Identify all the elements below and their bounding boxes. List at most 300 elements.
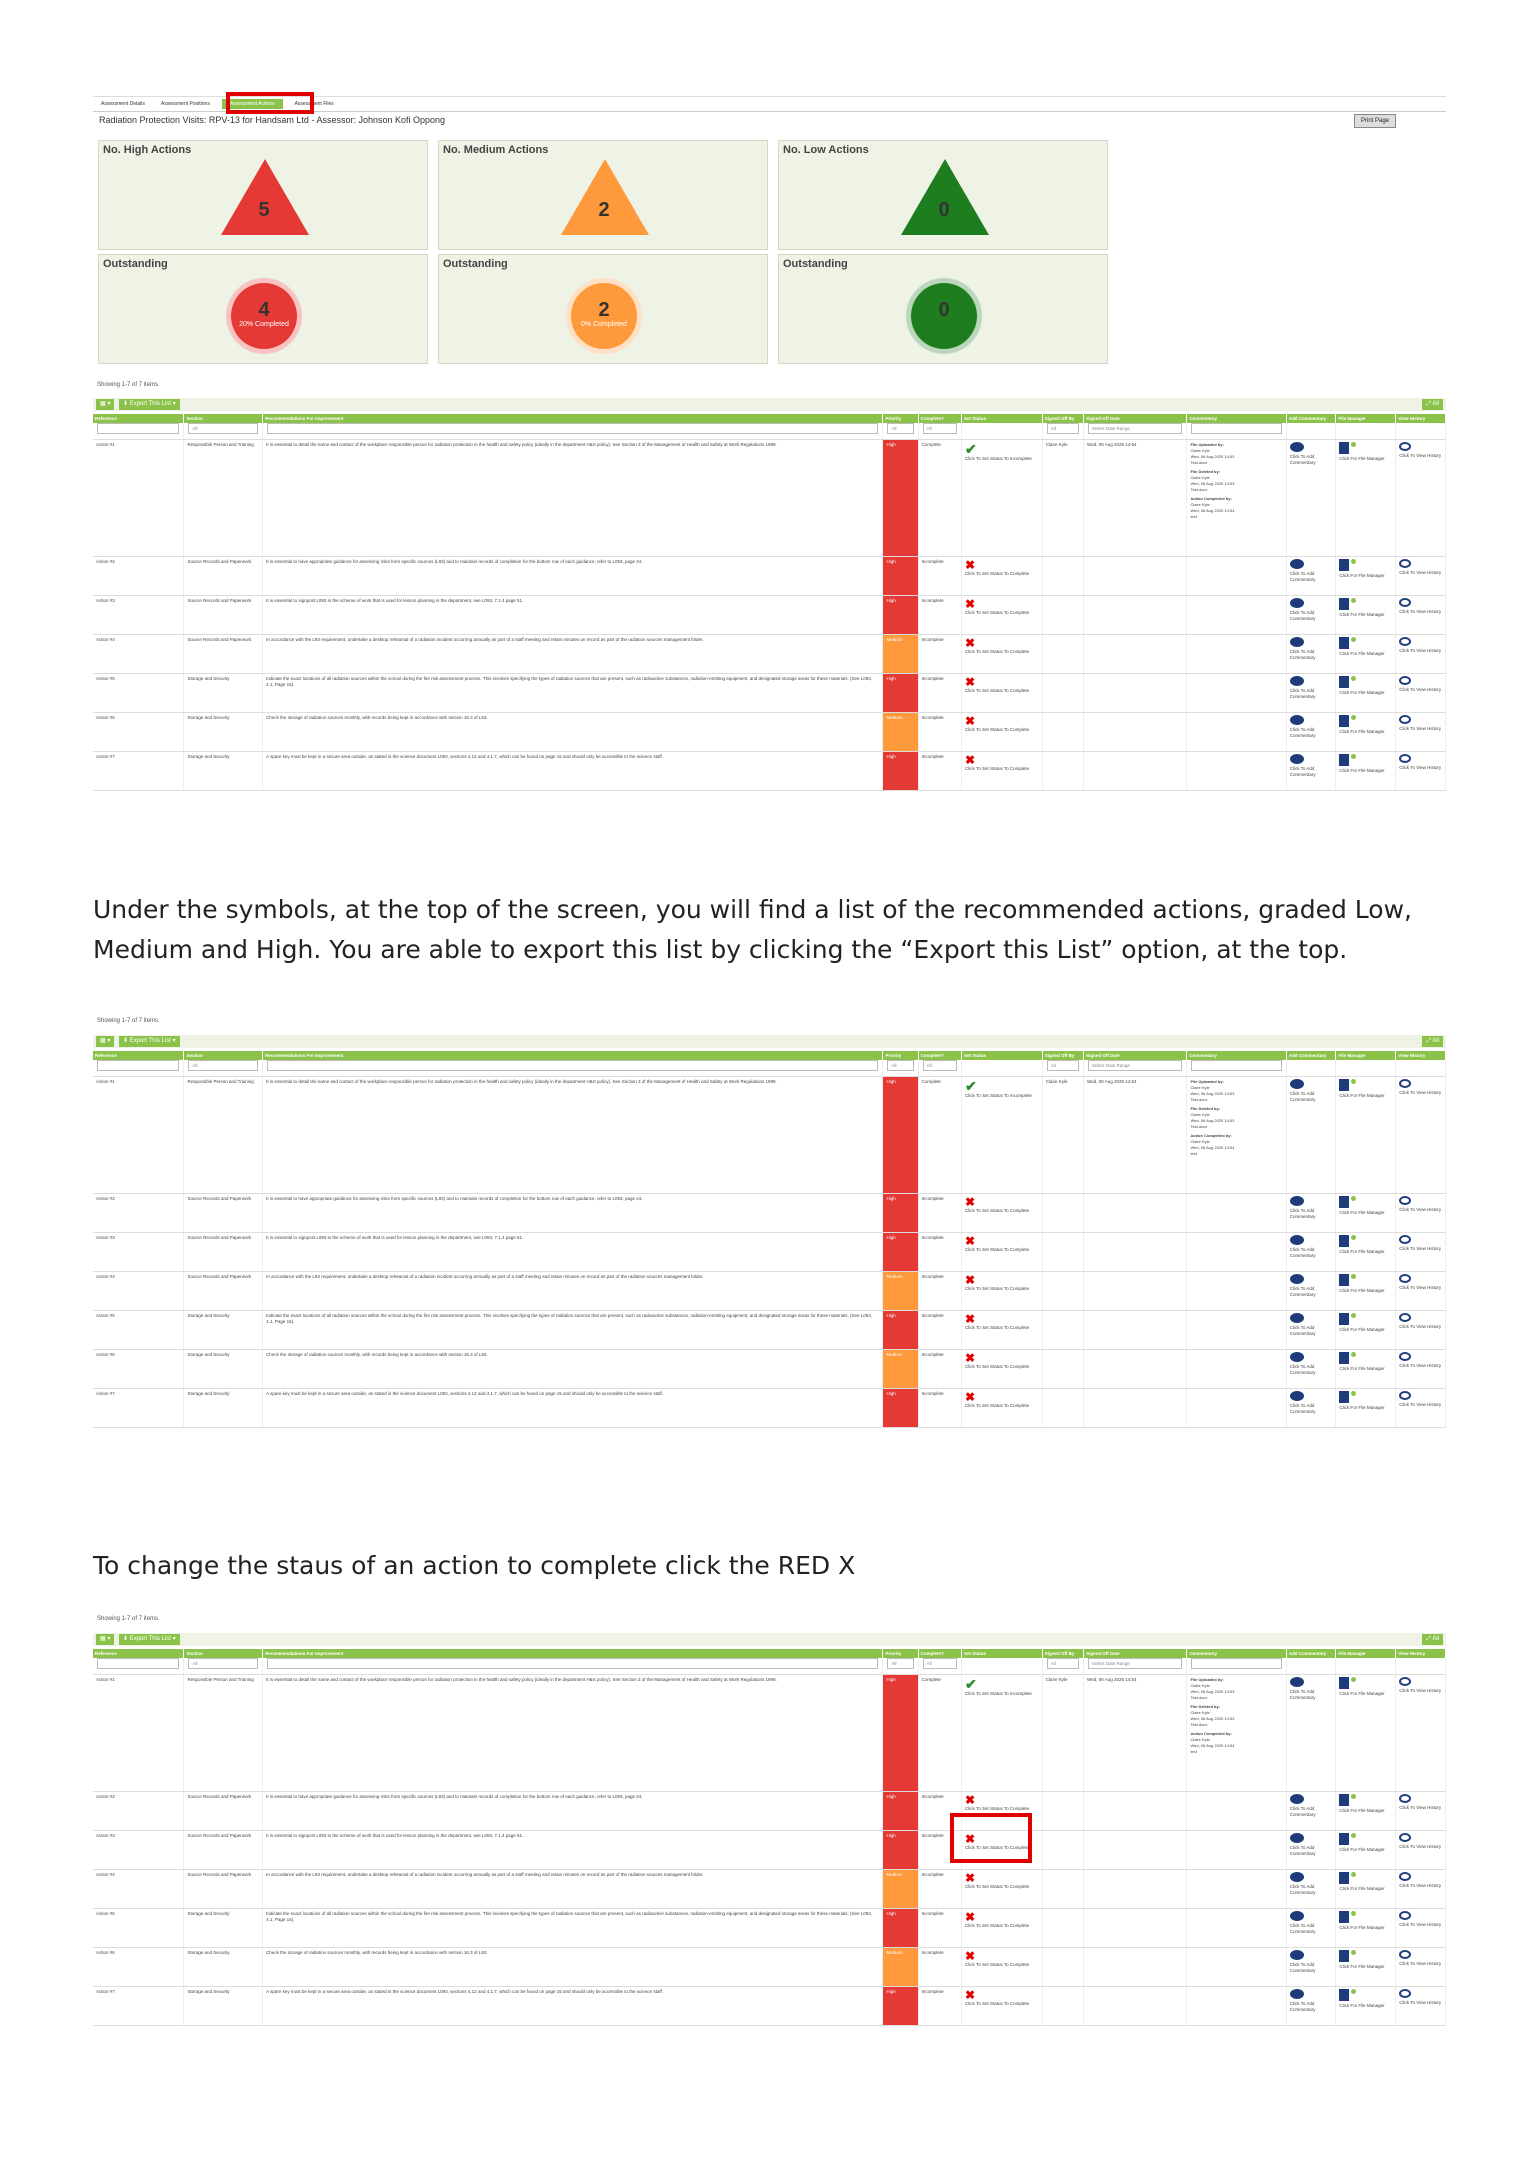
view-history-label[interactable]: Click To View History — [1399, 2000, 1442, 2005]
view-history-cell[interactable] — [1396, 1948, 1446, 1987]
file-manager-cell[interactable] — [1336, 1792, 1396, 1831]
add-commentary-label[interactable]: Click To Add Commentary — [1289, 1962, 1316, 1973]
set-status-label[interactable]: Click To Set Status To Complete — [965, 1962, 1030, 1967]
column-header[interactable]: Commentary — [1187, 1051, 1286, 1060]
view-history-cell[interactable] — [1396, 1831, 1446, 1870]
eye-icon[interactable] — [1399, 715, 1411, 724]
red-x-icon[interactable]: ✖ — [965, 1871, 976, 1885]
tab-assessment-files[interactable]: Assessment Files — [294, 101, 334, 107]
add-commentary-cell[interactable] — [1286, 1077, 1336, 1194]
add-commentary-cell[interactable] — [1286, 674, 1336, 713]
view-history-cell[interactable] — [1396, 1909, 1446, 1948]
commentary-filter[interactable] — [1191, 1658, 1281, 1669]
set-status-label[interactable]: Click To Set Status To Complete — [965, 1403, 1030, 1408]
set-status-label[interactable]: Click To Set Status To Complete — [965, 1845, 1030, 1850]
set-status-cell[interactable] — [962, 557, 1043, 596]
file-icon[interactable] — [1339, 754, 1349, 766]
complete-filter[interactable] — [923, 1060, 957, 1071]
column-header[interactable]: Reference — [93, 414, 184, 423]
view-history-cell[interactable] — [1396, 1272, 1446, 1311]
column-header[interactable]: File Manager — [1336, 1051, 1396, 1060]
view-history-label[interactable]: Click To View History — [1399, 1285, 1442, 1290]
view-history-cell[interactable] — [1396, 1675, 1446, 1792]
speech-bubble-icon[interactable] — [1290, 1391, 1304, 1401]
set-status-cell[interactable] — [962, 1077, 1043, 1194]
grid-menu-button[interactable]: ▦ ▾ — [96, 399, 114, 410]
eye-icon[interactable] — [1399, 1079, 1411, 1088]
speech-bubble-icon[interactable] — [1290, 1989, 1304, 1999]
column-header[interactable]: Set Status — [962, 1649, 1043, 1658]
file-manager-cell[interactable] — [1336, 1870, 1396, 1909]
view-history-cell[interactable] — [1396, 635, 1446, 674]
show-all-button[interactable]: ⤢ All — [1422, 1036, 1443, 1047]
column-header[interactable]: Section — [184, 414, 263, 423]
set-status-cell[interactable] — [962, 674, 1043, 713]
view-history-cell[interactable] — [1396, 1077, 1446, 1194]
commentary-filter[interactable] — [1191, 1060, 1281, 1071]
view-history-cell[interactable] — [1396, 1350, 1446, 1389]
add-commentary-label[interactable]: Click To Add Commentary — [1289, 1325, 1316, 1336]
view-history-cell[interactable] — [1396, 674, 1446, 713]
file-manager-label[interactable]: Click For File Manager — [1339, 1964, 1385, 1969]
speech-bubble-icon[interactable] — [1290, 559, 1304, 569]
column-header[interactable]: Reference — [93, 1051, 184, 1060]
recommendation-filter[interactable] — [267, 1060, 878, 1071]
file-icon[interactable] — [1339, 1352, 1349, 1364]
column-header[interactable]: Priority — [883, 414, 918, 423]
column-header[interactable]: Priority — [883, 1649, 918, 1658]
file-manager-label[interactable]: Click For File Manager — [1339, 612, 1385, 617]
complete-filter[interactable] — [923, 1658, 957, 1669]
set-status-cell[interactable] — [962, 1389, 1043, 1428]
column-header[interactable]: Signed Off By — [1042, 1649, 1083, 1658]
speech-bubble-icon[interactable] — [1290, 637, 1304, 647]
view-history-label[interactable]: Click To View History — [1399, 1922, 1442, 1927]
red-x-icon[interactable]: ✖ — [965, 1390, 976, 1404]
add-commentary-cell[interactable] — [1286, 440, 1336, 557]
section-filter[interactable] — [188, 1658, 258, 1669]
file-manager-cell[interactable] — [1336, 1311, 1396, 1350]
file-icon[interactable] — [1339, 598, 1349, 610]
file-manager-label[interactable]: Click For File Manager — [1339, 1405, 1385, 1410]
set-status-label[interactable]: Click To Set Status To Incomplete — [965, 1691, 1032, 1696]
column-header[interactable]: Complete? — [918, 414, 961, 423]
view-history-label[interactable]: Click To View History — [1399, 765, 1442, 770]
add-commentary-label[interactable]: Click To Add Commentary — [1289, 1364, 1316, 1375]
add-commentary-label[interactable]: Click To Add Commentary — [1289, 454, 1316, 465]
column-header[interactable]: File Manager — [1336, 1649, 1396, 1658]
add-commentary-label[interactable]: Click To Add Commentary — [1289, 1689, 1316, 1700]
add-commentary-cell[interactable] — [1286, 1194, 1336, 1233]
view-history-label[interactable]: Click To View History — [1399, 1961, 1442, 1966]
file-icon[interactable] — [1339, 1989, 1349, 2001]
set-status-label[interactable]: Click To Set Status To Complete — [965, 1806, 1030, 1811]
file-manager-label[interactable]: Click For File Manager — [1339, 1847, 1385, 1852]
speech-bubble-icon[interactable] — [1290, 442, 1304, 452]
set-status-label[interactable]: Click To Set Status To Complete — [965, 649, 1030, 654]
file-manager-label[interactable]: Click For File Manager — [1339, 729, 1385, 734]
file-icon[interactable] — [1339, 1833, 1349, 1845]
column-header[interactable]: File Manager — [1336, 414, 1396, 423]
add-commentary-label[interactable]: Click To Add Commentary — [1289, 1403, 1316, 1414]
set-status-label[interactable]: Click To Set Status To Complete — [965, 1923, 1030, 1928]
speech-bubble-icon[interactable] — [1290, 1196, 1304, 1206]
view-history-label[interactable]: Click To View History — [1399, 1402, 1442, 1407]
add-commentary-label[interactable]: Click To Add Commentary — [1289, 1806, 1316, 1817]
file-manager-label[interactable]: Click For File Manager — [1339, 651, 1385, 656]
file-icon[interactable] — [1339, 442, 1349, 454]
export-list-button[interactable]: ⬇ Export This List ▾ — [119, 1036, 180, 1047]
add-commentary-cell[interactable] — [1286, 1792, 1336, 1831]
file-manager-cell[interactable] — [1336, 713, 1396, 752]
set-status-cell[interactable] — [962, 752, 1043, 791]
eye-icon[interactable] — [1399, 1274, 1411, 1283]
file-manager-cell[interactable] — [1336, 1233, 1396, 1272]
date-range-filter[interactable] — [1088, 1658, 1182, 1669]
add-commentary-cell[interactable] — [1286, 1909, 1336, 1948]
eye-icon[interactable] — [1399, 754, 1411, 763]
add-commentary-cell[interactable] — [1286, 1831, 1336, 1870]
file-manager-cell[interactable] — [1336, 1350, 1396, 1389]
file-manager-label[interactable]: Click For File Manager — [1339, 768, 1385, 773]
grid-menu-button[interactable]: ▦ ▾ — [96, 1634, 114, 1645]
set-status-cell[interactable] — [962, 713, 1043, 752]
file-manager-label[interactable]: Click For File Manager — [1339, 1249, 1385, 1254]
speech-bubble-icon[interactable] — [1290, 598, 1304, 608]
speech-bubble-icon[interactable] — [1290, 715, 1304, 725]
file-manager-cell[interactable] — [1336, 635, 1396, 674]
view-history-label[interactable]: Click To View History — [1399, 1363, 1442, 1368]
eye-icon[interactable] — [1399, 1313, 1411, 1322]
section-filter[interactable] — [188, 1060, 258, 1071]
view-history-cell[interactable] — [1396, 713, 1446, 752]
file-manager-cell[interactable] — [1336, 1272, 1396, 1311]
view-history-cell[interactable] — [1396, 1389, 1446, 1428]
column-header[interactable]: Set Status — [962, 414, 1043, 423]
set-status-cell[interactable] — [962, 1233, 1043, 1272]
eye-icon[interactable] — [1399, 1911, 1411, 1920]
add-commentary-cell[interactable] — [1286, 1987, 1336, 2026]
file-manager-cell[interactable] — [1336, 1077, 1396, 1194]
set-status-cell[interactable] — [962, 635, 1043, 674]
set-status-label[interactable]: Click To Set Status To Complete — [965, 610, 1030, 615]
file-manager-cell[interactable] — [1336, 1831, 1396, 1870]
set-status-cell[interactable] — [962, 1948, 1043, 1987]
add-commentary-label[interactable]: Click To Add Commentary — [1289, 649, 1316, 660]
print-page-button[interactable]: Print Page — [1354, 114, 1396, 128]
set-status-cell[interactable] — [962, 596, 1043, 635]
check-icon[interactable]: ✔ — [965, 441, 977, 457]
file-icon[interactable] — [1339, 1677, 1349, 1689]
view-history-label[interactable]: Click To View History — [1399, 726, 1442, 731]
file-icon[interactable] — [1339, 559, 1349, 571]
view-history-cell[interactable] — [1396, 1233, 1446, 1272]
column-header[interactable]: Signed Off Date — [1084, 1051, 1187, 1060]
add-commentary-label[interactable]: Click To Add Commentary — [1289, 1247, 1316, 1258]
priority-filter[interactable] — [887, 1658, 913, 1669]
add-commentary-label[interactable]: Click To Add Commentary — [1289, 1845, 1316, 1856]
set-status-label[interactable]: Click To Set Status To Complete — [965, 1884, 1030, 1889]
tab-assessment-details[interactable]: Assessment Details — [101, 101, 145, 107]
add-commentary-label[interactable]: Click To Add Commentary — [1289, 766, 1316, 777]
file-icon[interactable] — [1339, 1794, 1349, 1806]
add-commentary-label[interactable]: Click To Add Commentary — [1289, 1091, 1316, 1102]
recommendation-filter[interactable] — [267, 423, 878, 434]
file-manager-cell[interactable] — [1336, 440, 1396, 557]
add-commentary-cell[interactable] — [1286, 1948, 1336, 1987]
commentary-filter[interactable] — [1191, 423, 1281, 434]
file-icon[interactable] — [1339, 1313, 1349, 1325]
file-manager-cell[interactable] — [1336, 1987, 1396, 2026]
add-commentary-label[interactable]: Click To Add Commentary — [1289, 1208, 1316, 1219]
set-status-cell[interactable] — [962, 1350, 1043, 1389]
set-status-cell[interactable] — [962, 1909, 1043, 1948]
priority-filter[interactable] — [887, 1060, 913, 1071]
set-status-label[interactable]: Click To Set Status To Complete — [965, 1247, 1030, 1252]
red-x-icon[interactable]: ✖ — [965, 1832, 976, 1846]
add-commentary-cell[interactable] — [1286, 1870, 1336, 1909]
date-range-filter[interactable] — [1088, 423, 1182, 434]
add-commentary-label[interactable]: Click To Add Commentary — [1289, 688, 1316, 699]
view-history-cell[interactable] — [1396, 440, 1446, 557]
file-manager-cell[interactable] — [1336, 596, 1396, 635]
file-icon[interactable] — [1339, 1911, 1349, 1923]
speech-bubble-icon[interactable] — [1290, 1313, 1304, 1323]
file-icon[interactable] — [1339, 676, 1349, 688]
add-commentary-cell[interactable] — [1286, 596, 1336, 635]
add-commentary-cell[interactable] — [1286, 1350, 1336, 1389]
recommendation-filter[interactable] — [267, 1658, 878, 1669]
column-header[interactable]: Signed Off Date — [1084, 414, 1187, 423]
file-manager-label[interactable]: Click For File Manager — [1339, 573, 1385, 578]
file-icon[interactable] — [1339, 637, 1349, 649]
file-manager-label[interactable]: Click For File Manager — [1339, 690, 1385, 695]
speech-bubble-icon[interactable] — [1290, 1677, 1304, 1687]
set-status-label[interactable]: Click To Set Status To Complete — [965, 727, 1030, 732]
column-header[interactable]: Section — [184, 1051, 263, 1060]
priority-filter[interactable] — [887, 423, 913, 434]
red-x-icon[interactable]: ✖ — [965, 1988, 976, 2002]
export-list-button[interactable]: ⬇ Export This List ▾ — [119, 1634, 180, 1645]
file-icon[interactable] — [1339, 715, 1349, 727]
column-header[interactable]: Set Status — [962, 1051, 1043, 1060]
set-status-cell[interactable] — [962, 1194, 1043, 1233]
red-x-icon[interactable]: ✖ — [965, 1234, 976, 1248]
file-icon[interactable] — [1339, 1391, 1349, 1403]
check-icon[interactable]: ✔ — [965, 1676, 977, 1692]
column-header[interactable]: Add Commentary — [1286, 1649, 1336, 1658]
file-manager-cell[interactable] — [1336, 1909, 1396, 1948]
add-commentary-label[interactable]: Click To Add Commentary — [1289, 1923, 1316, 1934]
set-status-label[interactable]: Click To Set Status To Complete — [965, 688, 1030, 693]
file-manager-label[interactable]: Click For File Manager — [1339, 1093, 1385, 1098]
complete-filter[interactable] — [923, 423, 957, 434]
column-header[interactable]: Section — [184, 1649, 263, 1658]
show-all-button[interactable]: ⤢ All — [1422, 1634, 1443, 1645]
red-x-icon[interactable]: ✖ — [965, 1273, 976, 1287]
speech-bubble-icon[interactable] — [1290, 754, 1304, 764]
view-history-label[interactable]: Click To View History — [1399, 1805, 1442, 1810]
signed-by-filter[interactable] — [1047, 1060, 1079, 1071]
file-manager-cell[interactable] — [1336, 1675, 1396, 1792]
view-history-label[interactable]: Click To View History — [1399, 1246, 1442, 1251]
file-icon[interactable] — [1339, 1079, 1349, 1091]
view-history-label[interactable]: Click To View History — [1399, 453, 1442, 458]
file-manager-cell[interactable] — [1336, 1194, 1396, 1233]
column-header[interactable]: Signed Off Date — [1084, 1649, 1187, 1658]
set-status-label[interactable]: Click To Set Status To Complete — [965, 766, 1030, 771]
file-manager-cell[interactable] — [1336, 557, 1396, 596]
eye-icon[interactable] — [1399, 1833, 1411, 1842]
view-history-cell[interactable] — [1396, 752, 1446, 791]
column-header[interactable]: Add Commentary — [1286, 1051, 1336, 1060]
view-history-cell[interactable] — [1396, 1792, 1446, 1831]
column-header[interactable]: Recommendations For Improvement — [263, 1649, 883, 1658]
file-manager-label[interactable]: Click For File Manager — [1339, 1288, 1385, 1293]
eye-icon[interactable] — [1399, 1391, 1411, 1400]
set-status-cell[interactable] — [962, 1311, 1043, 1350]
column-header[interactable]: Signed Off By — [1042, 414, 1083, 423]
speech-bubble-icon[interactable] — [1290, 1833, 1304, 1843]
set-status-label[interactable]: Click To Set Status To Complete — [965, 2001, 1030, 2006]
set-status-label[interactable]: Click To Set Status To Incomplete — [965, 1093, 1032, 1098]
column-header[interactable]: Complete? — [918, 1649, 961, 1658]
view-history-label[interactable]: Click To View History — [1399, 1844, 1442, 1849]
view-history-label[interactable]: Click To View History — [1399, 1688, 1442, 1693]
check-icon[interactable]: ✔ — [965, 1078, 977, 1094]
column-header[interactable]: Reference — [93, 1649, 184, 1658]
set-status-cell[interactable] — [962, 1272, 1043, 1311]
speech-bubble-icon[interactable] — [1290, 676, 1304, 686]
view-history-label[interactable]: Click To View History — [1399, 1324, 1442, 1329]
set-status-label[interactable]: Click To Set Status To Complete — [965, 1325, 1030, 1330]
file-manager-cell[interactable] — [1336, 674, 1396, 713]
tab-assessment-positions[interactable]: Assessment Positions — [160, 101, 210, 107]
view-history-label[interactable]: Click To View History — [1399, 1090, 1442, 1095]
view-history-label[interactable]: Click To View History — [1399, 570, 1442, 575]
column-header[interactable]: Priority — [883, 1051, 918, 1060]
add-commentary-cell[interactable] — [1286, 752, 1336, 791]
file-manager-label[interactable]: Click For File Manager — [1339, 1210, 1385, 1215]
set-status-cell[interactable] — [962, 1675, 1043, 1792]
view-history-cell[interactable] — [1396, 1870, 1446, 1909]
speech-bubble-icon[interactable] — [1290, 1872, 1304, 1882]
date-range-filter[interactable] — [1088, 1060, 1182, 1071]
eye-icon[interactable] — [1399, 676, 1411, 685]
file-manager-label[interactable]: Click For File Manager — [1339, 456, 1385, 461]
column-header[interactable]: Signed Off By — [1042, 1051, 1083, 1060]
add-commentary-cell[interactable] — [1286, 1272, 1336, 1311]
column-header[interactable]: Recommendations For Improvement — [263, 414, 883, 423]
red-x-icon[interactable]: ✖ — [965, 675, 976, 689]
eye-icon[interactable] — [1399, 442, 1411, 451]
eye-icon[interactable] — [1399, 1794, 1411, 1803]
set-status-label[interactable]: Click To Set Status To Incomplete — [965, 456, 1032, 461]
red-x-icon[interactable]: ✖ — [965, 1793, 976, 1807]
view-history-cell[interactable] — [1396, 596, 1446, 635]
view-history-cell[interactable] — [1396, 1194, 1446, 1233]
set-status-cell[interactable] — [962, 440, 1043, 557]
eye-icon[interactable] — [1399, 1235, 1411, 1244]
section-filter[interactable] — [188, 423, 258, 434]
eye-icon[interactable] — [1399, 559, 1411, 568]
column-header[interactable]: View History — [1396, 1051, 1446, 1060]
set-status-label[interactable]: Click To Set Status To Complete — [965, 1364, 1030, 1369]
file-icon[interactable] — [1339, 1235, 1349, 1247]
speech-bubble-icon[interactable] — [1290, 1274, 1304, 1284]
column-header[interactable]: Complete? — [918, 1051, 961, 1060]
file-manager-label[interactable]: Click For File Manager — [1339, 2003, 1385, 2008]
column-header[interactable]: View History — [1396, 1649, 1446, 1658]
file-manager-label[interactable]: Click For File Manager — [1339, 1691, 1385, 1696]
file-manager-cell[interactable] — [1336, 752, 1396, 791]
set-status-cell[interactable] — [962, 1870, 1043, 1909]
grid-menu-button[interactable]: ▦ ▾ — [96, 1036, 114, 1047]
reference-filter[interactable] — [97, 423, 179, 434]
add-commentary-cell[interactable] — [1286, 557, 1336, 596]
add-commentary-label[interactable]: Click To Add Commentary — [1289, 1884, 1316, 1895]
view-history-label[interactable]: Click To View History — [1399, 609, 1442, 614]
show-all-button[interactable]: ⤢ All — [1422, 399, 1443, 410]
file-manager-label[interactable]: Click For File Manager — [1339, 1366, 1385, 1371]
add-commentary-label[interactable]: Click To Add Commentary — [1289, 1286, 1316, 1297]
file-manager-cell[interactable] — [1336, 1948, 1396, 1987]
reference-filter[interactable] — [97, 1658, 179, 1669]
file-manager-label[interactable]: Click For File Manager — [1339, 1925, 1385, 1930]
file-icon[interactable] — [1339, 1196, 1349, 1208]
column-header[interactable]: Commentary — [1187, 1649, 1286, 1658]
add-commentary-label[interactable]: Click To Add Commentary — [1289, 571, 1316, 582]
eye-icon[interactable] — [1399, 1989, 1411, 1998]
red-x-icon[interactable]: ✖ — [965, 753, 976, 767]
reference-filter[interactable] — [97, 1060, 179, 1071]
speech-bubble-icon[interactable] — [1290, 1911, 1304, 1921]
file-icon[interactable] — [1339, 1950, 1349, 1962]
set-status-label[interactable]: Click To Set Status To Complete — [965, 1286, 1030, 1291]
signed-by-filter[interactable] — [1047, 1658, 1079, 1669]
tab-assessment-actions[interactable]: Assessment Actions — [222, 99, 283, 109]
view-history-cell[interactable] — [1396, 557, 1446, 596]
speech-bubble-icon[interactable] — [1290, 1352, 1304, 1362]
column-header[interactable]: Add Commentary — [1286, 414, 1336, 423]
eye-icon[interactable] — [1399, 637, 1411, 646]
red-x-icon[interactable]: ✖ — [965, 1312, 976, 1326]
red-x-icon[interactable]: ✖ — [965, 1195, 976, 1209]
add-commentary-label[interactable]: Click To Add Commentary — [1289, 610, 1316, 621]
view-history-label[interactable]: Click To View History — [1399, 1207, 1442, 1212]
file-manager-label[interactable]: Click For File Manager — [1339, 1327, 1385, 1332]
add-commentary-cell[interactable] — [1286, 1389, 1336, 1428]
add-commentary-cell[interactable] — [1286, 713, 1336, 752]
eye-icon[interactable] — [1399, 1872, 1411, 1881]
add-commentary-cell[interactable] — [1286, 1233, 1336, 1272]
eye-icon[interactable] — [1399, 1352, 1411, 1361]
add-commentary-cell[interactable] — [1286, 1675, 1336, 1792]
red-x-icon[interactable]: ✖ — [965, 1351, 976, 1365]
column-header[interactable]: Commentary — [1187, 414, 1286, 423]
eye-icon[interactable] — [1399, 1950, 1411, 1959]
add-commentary-label[interactable]: Click To Add Commentary — [1289, 727, 1316, 738]
speech-bubble-icon[interactable] — [1290, 1079, 1304, 1089]
view-history-label[interactable]: Click To View History — [1399, 648, 1442, 653]
speech-bubble-icon[interactable] — [1290, 1235, 1304, 1245]
red-x-icon[interactable]: ✖ — [965, 1949, 976, 1963]
column-header[interactable]: View History — [1396, 414, 1446, 423]
red-x-icon[interactable]: ✖ — [965, 636, 976, 650]
red-x-icon[interactable]: ✖ — [965, 714, 976, 728]
set-status-label[interactable]: Click To Set Status To Complete — [965, 571, 1030, 576]
view-history-cell[interactable] — [1396, 1311, 1446, 1350]
